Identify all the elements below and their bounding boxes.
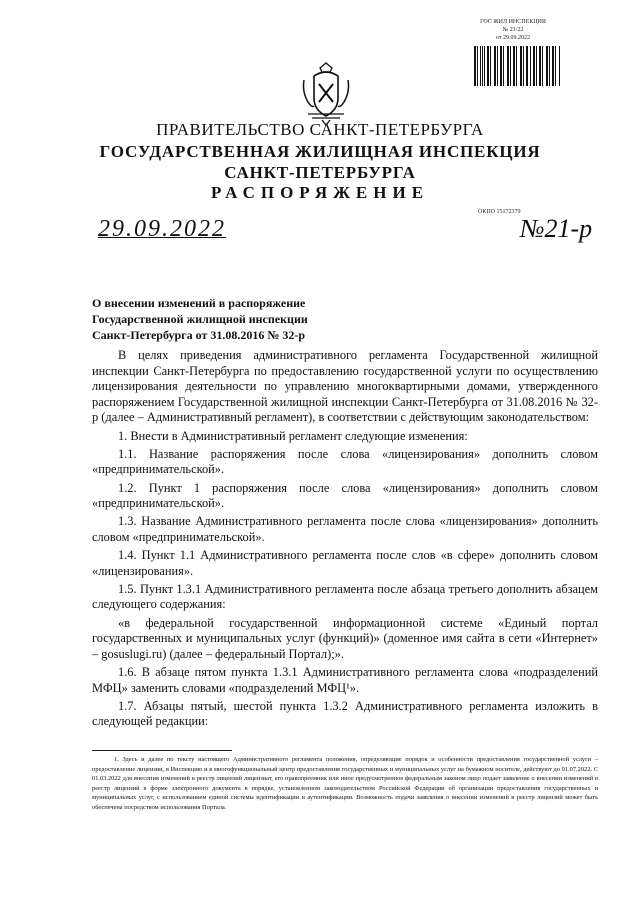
paragraph-item-1-1: 1.1. Название распоряжения после слова «лицензирования» дополнить словом «предпринимательской». bbox=[92, 446, 598, 477]
barcode bbox=[474, 46, 560, 86]
handwritten-date: 29.09.2022 bbox=[98, 216, 226, 242]
paragraph-item-1-2: 1.2. Пункт 1 распоряжения после слова «лицензирования» дополнить словом «предпринимательской». bbox=[92, 480, 598, 511]
document-body bbox=[92, 348, 598, 733]
stamp-line-1: ГОС ЖИЛ ИНСПЕКЦИЯ bbox=[480, 19, 546, 25]
subject-line-2: Государственной жилищной инспекции bbox=[92, 312, 308, 326]
okpo-code: ОКПО 15172379 bbox=[478, 209, 521, 215]
paragraph-item-1-3: 1.3. Название Административного регламента после слова «лицензирования» дополнить словом «предпринимательской». bbox=[92, 514, 598, 544]
city-title: САНКТ-ПЕТЕРБУРГА bbox=[224, 163, 416, 182]
government-title: ПРАВИТЕЛЬСТВО САНКТ-ПЕТЕРБУРГА bbox=[156, 120, 484, 139]
coat-of-arms-emblem bbox=[300, 62, 352, 126]
paragraph-item-1-6: 1.6. В абзаце пятом пункта 1.3.1 Административного регламента слова «подразделений МФЦ» заменить словами «подразделений МФЦ¹». bbox=[92, 665, 598, 695]
handwritten-number: №21-р bbox=[520, 214, 593, 243]
document-subject bbox=[92, 295, 352, 343]
paragraph-quote: «в федеральной государственной информационной системе «Единый портал государственных и муниципальных услуг (функций)» (доменное имя сайта в сети «Интернет» – gosuslugi.ru) (далее – федеральный Портал);». bbox=[92, 615, 598, 661]
stamp-line-3: от 29.09.2022 bbox=[495, 35, 531, 41]
footnote-divider bbox=[92, 750, 232, 751]
paragraph-item-1-4: 1.4. Пункт 1.1 Административного регламента после слов «в сфере» дополнить словом «лицензирования». bbox=[92, 548, 598, 578]
subject-line-3: Санкт-Петербурга от 31.08.2016 № 32-р bbox=[92, 328, 306, 342]
paragraph-item-1-7: 1.7. Абзацы пятый, шестой пункта 1.3.2 Административного регламента изложить в следующей редакции: bbox=[92, 698, 598, 729]
inspection-title: ГОСУДАРСТВЕННАЯ ЖИЛИЩНАЯ ИНСПЕКЦИЯ bbox=[99, 142, 541, 161]
stamp-line-2: № 21/22 bbox=[502, 27, 524, 33]
paragraph-item-1: 1. Внести в Административный регламент следующие изменения: bbox=[118, 428, 468, 443]
subject-line-1: О внесении изменений в распоряжение bbox=[92, 296, 306, 310]
paragraph-preamble: В целях приведения административного регламента Государственной жилищной инспекции Санкт-Петербурга по предоставлению государственной услуги по осуществлению лицензирования деятельности по управлению многоквартирными домами, утвержденного распоряжением Государственной жилищной инспекции Санкт-Петербурга от 31.08.2016 № 32-р (далее – Административный регламент), в соответствии с действующим законодательством: bbox=[92, 348, 598, 425]
document-type-title: РАСПОРЯЖЕНИЕ bbox=[210, 183, 430, 202]
paragraph-item-1-5: 1.5. Пункт 1.3.1 Административного регламента после абзаца третьего дополнить абзацем следующего содержания: bbox=[92, 581, 598, 612]
registration-stamp bbox=[464, 18, 562, 42]
footnote-text: 1. Здесь и далее по тексту настоящего Административного регламента положения, определяющие порядок и особенности предоставления государственной услуги – предоставление лицензии, в Инспекцию и в многофункциональный центр предоставления государственных и муниципальных услуг на бумажном носителе, действуют до 01.07.2022. С 01.03.2022 для внесения изменений в реестр лицензий лицензиат, его правопреемник или иное предусмотренное федеральным законом лицо подает заявление о внесении изменений в реестр лицензий в форме электронного документа в порядке, установленном законодательством Российской Федерации об организации предоставления государственных и муниципальных услуг, с использованием единой системы идентификации и аутентификации. Возможность подачи заявления о внесении изменений в реестр лицензий может быть обеспечена посредством использования Портала. bbox=[92, 756, 598, 811]
